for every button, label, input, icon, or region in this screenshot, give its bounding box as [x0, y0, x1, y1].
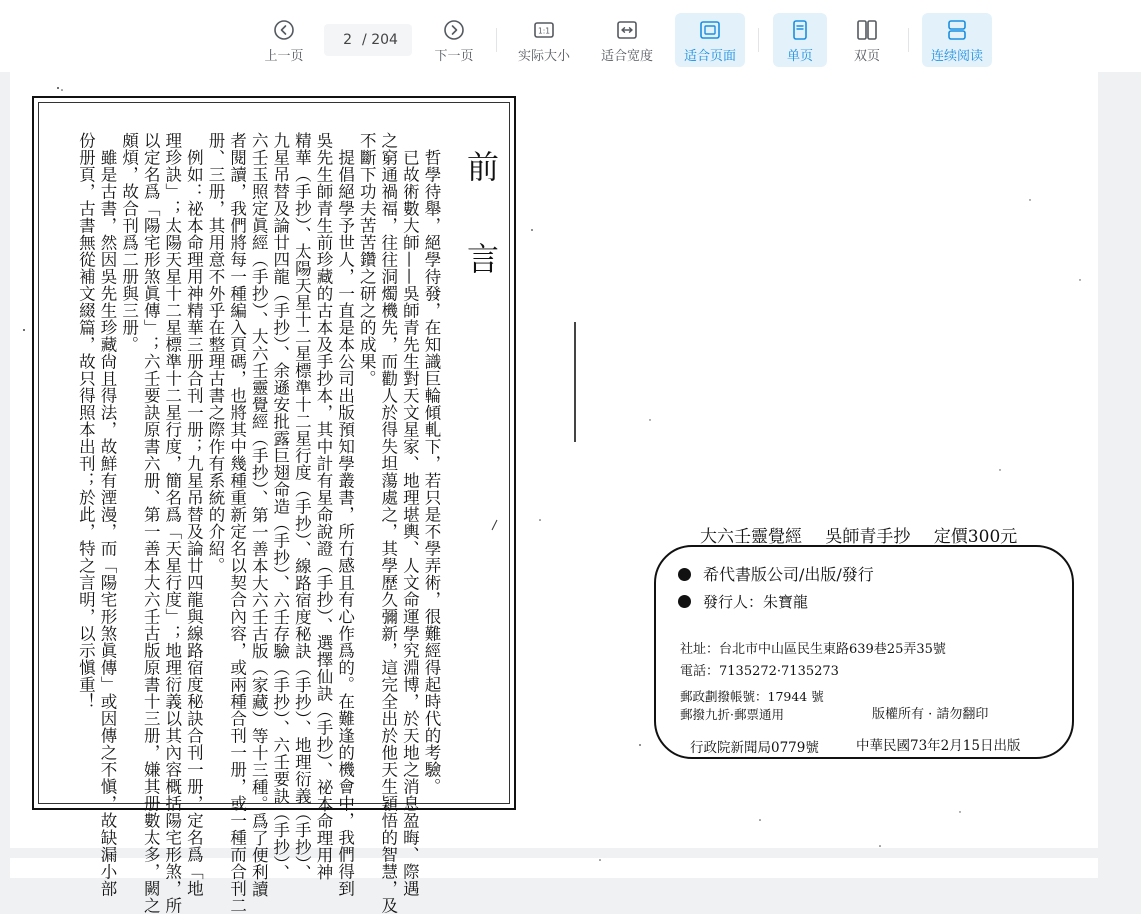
publisher-company: 希代書版公司/出版/發行 [703, 565, 874, 584]
prev-page-label: 上一页 [264, 49, 304, 64]
publisher-person: 發行人：朱寶龍 [703, 593, 809, 611]
fit-width-label: 适合宽度 [600, 49, 653, 64]
publish-date: 中華民國73年2月15日出版 [856, 738, 1021, 754]
preface-column: 吳先生師青生前珍藏的古本及手抄本，其中計有星命說證（手抄）、選擇仙訣（手抄）、祕本命理用神 [314, 132, 333, 881]
single-page-label: 单页 [786, 49, 813, 64]
preface-title: 前 言 [462, 150, 500, 288]
publisher-company-line [678, 562, 874, 585]
registration-number: 行政院新聞局0779號 [690, 740, 819, 756]
book-info-line [700, 522, 1035, 547]
copyright-notice: 版權所有 · 請勿翻印 [872, 707, 989, 722]
bullet-dot-icon [678, 595, 691, 608]
preface-column: 六壬玉照定眞經（手抄）、大六壬靈覺經（手抄）、第一善本大六壬古版（家藏）等十三種。爲了便利讀 [249, 132, 269, 898]
publisher-address: 社址：台北市中山區民生東路639巷25弄35號 [680, 642, 946, 657]
preface-column: 以定名爲「陽宅形煞眞傳」；六壬要訣原書六册、第一善本大六壬古版原書十三册，嫌其册數太多，闕之 [141, 132, 161, 914]
current-page-input[interactable]: 2 [343, 32, 353, 48]
fit-page-label: 适合页面 [683, 49, 736, 64]
preface-column: 不斷下功夫苦苦鑽之研之的成果。 [357, 132, 377, 387]
actual-size-label: 实际大小 [517, 49, 570, 64]
bullet-dot-icon [678, 568, 691, 581]
preface-column: 頗煩，故合刊爲二册與三册。 [119, 132, 139, 353]
postal-note: 郵撥九折·郵票通用 [680, 707, 784, 722]
preface-column: 雖是古書，然因吳先生珍藏尙且得法，故鮮有湮漫，而「陽宅形煞眞傳」或因傳之不愼，故缺漏小部 [98, 132, 117, 897]
preface-column: 九星吊替及論廿四龍（手抄）、余遜安批露巨翅命造（手抄）、六壬存驗（手抄）、六壬要訣（手抄）、 [270, 132, 290, 881]
book-title: 大六壬靈覺經 [700, 527, 802, 547]
book-price: 定價300元 [933, 527, 1018, 547]
continuous-reading-label: 连续阅读 [930, 49, 983, 64]
preface-column: 册、三册，其用意不外乎在整理古書之際作有系統的介紹。 [206, 132, 225, 574]
preface-column: 精華（手抄）、太陽天星十二星標準十二星行度（手抄）、線路宿度秘訣（手抄）、地理衍義（手抄）、 [292, 132, 312, 881]
preface-column: 之窮通禍福，往往洞燭機先，而勸人於得失坦蕩處之，其學歷久彌新，這完全出於他天生穎悟的智慧，及 [378, 132, 398, 914]
svg-text:1:1: 1:1 [537, 26, 551, 36]
postal-account: 郵政劃撥帳號：17944 號 [680, 689, 824, 704]
total-pages: / 204 [362, 32, 398, 48]
publisher-phone: 電話：7135272·7135273 [680, 664, 839, 679]
publisher-person-line [678, 591, 808, 612]
preface-column: 提倡絕學予世人，一直是本公司出版預知學叢書，所冇感且有心作爲的。在難逢的機會中，我們得到 [335, 132, 355, 897]
book-author: 吳師青手抄 [825, 527, 911, 547]
preface-column: 已故術數大師——吳師青先生對天文星家、地理堪輿、人文命運學究淵博，於天地之消息盈晦、際遇 [400, 132, 420, 897]
next-page-label: 下一页 [434, 49, 474, 64]
preface-column: 者閱讀，我們將每一種編入頁碼，也將其中幾種重新定名以契合內容，或兩種合刊一册，或一種而合刊二 [227, 132, 247, 914]
preface-column: 例如：祕本命理用神精華三册合刊一册；九星吊替及論廿四龍與線路宿度秘訣合刊一册，定名爲「地 [184, 132, 204, 897]
double-page-label: 双页 [853, 49, 880, 64]
preface-column: 理珍訣」；太陽天星十二星標準十二星行度，簡名爲「天星行度」；地理衍義以其內容概括陽宅形煞，所 [162, 132, 182, 914]
preface-column: 哲學待舉，絕學待發，在知識巨輪傾軋下，若只是不學弄術，很難經得起時代的考驗。 [422, 132, 441, 795]
preface-column: 份册頁，古書無從補文綴篇，故只得照本出刊；於此，特之言明，以示愼重！ [76, 132, 96, 710]
